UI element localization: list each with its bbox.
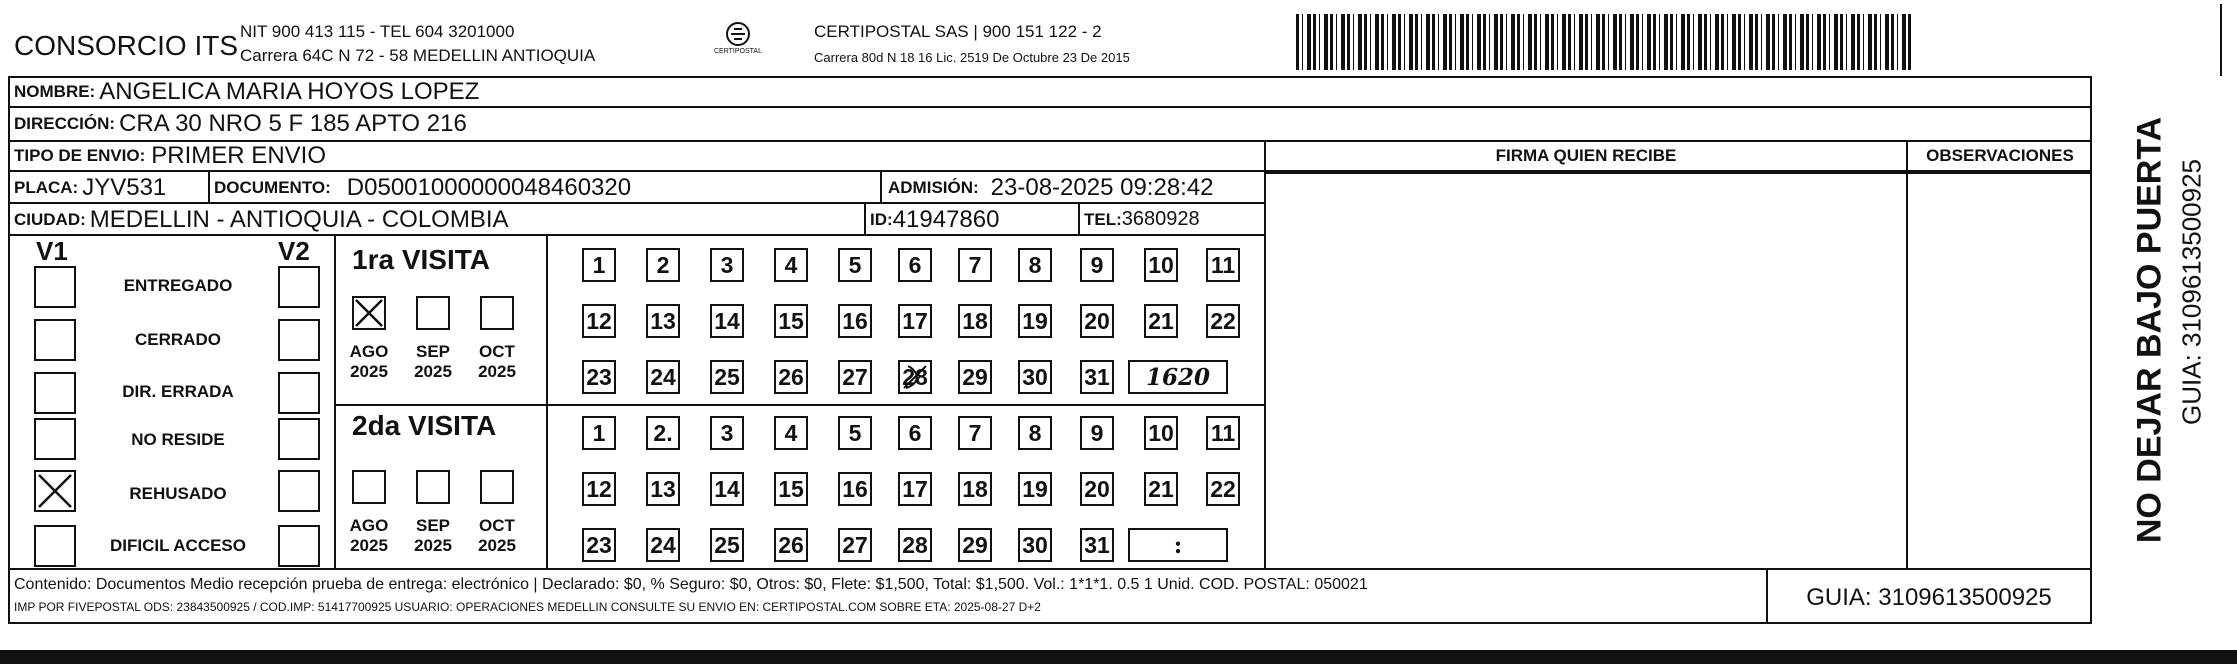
second-visit-day-6[interactable]: 6 — [898, 416, 932, 450]
first-visit-day-29[interactable]: 29 — [958, 360, 992, 394]
v1-checkbox-dificil-acceso[interactable] — [34, 525, 76, 567]
status-rehusado: REHUSADO — [129, 484, 227, 503]
second-visit-day-1[interactable]: 1 — [582, 416, 616, 450]
second-visit-day-15[interactable]: 15 — [774, 472, 808, 506]
second-visit-day-4[interactable]: 4 — [774, 416, 808, 450]
first-visit-day-2[interactable]: 2 — [646, 248, 680, 282]
footer-imp-line: IMP POR FIVEPOSTAL ODS: 23843500925 / COD.IMP: 51417700925 USUARIO: OPERACIONES MEDELLIN CONSULTE SU ENVIO EN: CERTIPOSTAL.COM SOBRE ETA: 2025-08-27 D+2 — [14, 600, 1041, 614]
documento-label: DOCUMENTO: — [214, 178, 331, 197]
first-visit-day-21[interactable]: 21 — [1144, 304, 1178, 338]
bottom-black-bar — [0, 650, 2237, 664]
ciudad-label: CIUDAD: — [14, 210, 86, 229]
first-visit-time-field[interactable]: 1620 — [1128, 360, 1228, 394]
observaciones-label: OBSERVACIONES — [1926, 146, 2074, 165]
signature-area[interactable] — [1266, 174, 1906, 568]
first-visit-day-15[interactable]: 15 — [774, 304, 808, 338]
admision-label: ADMISIÓN: — [888, 178, 979, 197]
second-visit-day-11[interactable]: 11 — [1206, 416, 1240, 450]
second-visit-day-18[interactable]: 18 — [958, 472, 992, 506]
first-visit-day-16[interactable]: 16 — [838, 304, 872, 338]
second-visit-sep-label: SEP 2025 — [414, 516, 452, 555]
second-visit-day-2[interactable]: 2. — [646, 416, 680, 450]
tel-value: 3680928 — [1121, 208, 1200, 230]
v2-checkbox-rehusado[interactable] — [278, 470, 320, 512]
certipostal-logo — [706, 20, 770, 64]
first-visit-day-6[interactable]: 6 — [898, 248, 932, 282]
second-visit-day-14[interactable]: 14 — [710, 472, 744, 506]
carrier-address: Carrera 80d N 18 16 Lic. 2519 De Octubre 23 De 2015 — [814, 50, 1130, 65]
first-visit-month-ago[interactable] — [352, 296, 386, 330]
first-visit-day-30[interactable]: 30 — [1018, 360, 1052, 394]
placa-row — [14, 174, 166, 202]
first-visit-day-22[interactable]: 22 — [1206, 304, 1240, 338]
first-visit-ago-label: AGO 2025 — [349, 342, 389, 381]
first-visit-day-20[interactable]: 20 — [1080, 304, 1114, 338]
second-visit-day-17[interactable]: 17 — [898, 472, 932, 506]
first-visit-day-9[interactable]: 9 — [1080, 248, 1114, 282]
direccion-row — [14, 110, 467, 138]
v2-checkbox-dificil-acceso[interactable] — [278, 525, 320, 567]
first-visit-day-31[interactable]: 31 — [1080, 360, 1114, 394]
admision-value: 23-08-2025 09:28:42 — [990, 174, 1214, 201]
observaciones-area[interactable] — [1908, 174, 2092, 568]
second-visit-day-20[interactable]: 20 — [1080, 472, 1114, 506]
tipo-label: TIPO DE ENVIO: — [14, 146, 146, 165]
status-cerrado: CERRADO — [135, 330, 221, 349]
checked-x-icon — [36, 472, 74, 510]
firma-label: FIRMA QUIEN RECIBE — [1495, 146, 1677, 165]
second-visit-month-ago[interactable] — [352, 470, 386, 504]
admision-row — [888, 174, 1214, 202]
second-visit-day-22[interactable]: 22 — [1206, 472, 1240, 506]
documento-row — [214, 174, 631, 202]
second-visit-time-field[interactable]: : — [1128, 528, 1228, 562]
second-visit-day-24[interactable]: 24 — [646, 528, 680, 562]
first-visit-day-3[interactable]: 3 — [710, 248, 744, 282]
tipo-row — [14, 142, 326, 170]
footer-guia: GUIA: 3109613500925 — [1806, 584, 2052, 611]
status-entregado: ENTREGADO — [123, 276, 233, 295]
footer-content-line: Contenido: Documentos Medio recepción prueba de entrega: electrónico | Declarado: $0, % Seguro: $0, Otros: $0, Flete: $1,500, Total: $1,500. Vol.: 1*1*1. 0.5 1 Unid. COD. POSTAL: 050021 — [14, 576, 1368, 593]
direccion-value: CRA 30 NRO 5 F 185 APTO 216 — [119, 110, 467, 137]
ciudad-row — [14, 206, 509, 234]
second-visit-day-28[interactable]: 28 — [898, 528, 932, 562]
id-label: ID: — [870, 210, 893, 229]
v2-label: V2 — [278, 236, 310, 266]
second-visit-title: 2da VISITA — [352, 410, 497, 441]
status-dificil-acceso: DIFICIL ACCESO — [109, 536, 246, 555]
first-visit-sep-label: SEP 2025 — [414, 342, 452, 381]
tipo-value: PRIMER ENVIO — [151, 142, 326, 169]
day-mark-icon — [900, 362, 930, 392]
barcode — [1296, 14, 1914, 70]
second-visit-day-10[interactable]: 10 — [1144, 416, 1178, 450]
first-visit-day-23[interactable]: 23 — [582, 360, 616, 394]
nombre-row — [14, 78, 479, 106]
first-visit-day-14[interactable]: 14 — [710, 304, 744, 338]
checked-x-icon — [354, 298, 384, 328]
second-visit-day-27[interactable]: 27 — [838, 528, 872, 562]
second-visit-day-8[interactable]: 8 — [1018, 416, 1052, 450]
id-row — [870, 206, 999, 234]
first-visit-day-12[interactable]: 12 — [582, 304, 616, 338]
v1-checkbox-rehusado[interactable] — [34, 470, 76, 512]
company-name: CONSORCIO ITS — [14, 30, 239, 61]
status-no-reside: NO RESIDE — [131, 430, 225, 449]
first-visit-day-24[interactable]: 24 — [646, 360, 680, 394]
v1-checkbox-entregado[interactable] — [34, 266, 76, 308]
status-dir-errada: DIR. ERRADA — [122, 382, 234, 401]
tel-row — [1084, 208, 1200, 231]
v2-checkbox-no-reside[interactable] — [278, 418, 320, 460]
second-visit-day-30[interactable]: 30 — [1018, 528, 1052, 562]
second-visit-day-12[interactable]: 12 — [582, 472, 616, 506]
v1-checkbox-cerrado[interactable] — [34, 319, 76, 361]
nombre-value: ANGELICA MARIA HOYOS LOPEZ — [99, 78, 480, 105]
first-visit-day-11[interactable]: 11 — [1206, 248, 1240, 282]
second-visit-day-3[interactable]: 3 — [710, 416, 744, 450]
second-visit-day-5[interactable]: 5 — [838, 416, 872, 450]
first-visit-title: 1ra VISITA — [352, 244, 490, 275]
ciudad-value: MEDELLIN - ANTIOQUIA - COLOMBIA — [89, 206, 509, 233]
first-visit-month-oct[interactable] — [480, 296, 514, 330]
second-visit-day-26[interactable]: 26 — [774, 528, 808, 562]
placa-value: JYV531 — [82, 174, 167, 201]
side-guia: GUIA: 3109613500925 — [2176, 159, 2207, 425]
first-visit-day-1[interactable]: 1 — [582, 248, 616, 282]
second-visit-month-sep[interactable] — [416, 470, 450, 504]
first-visit-day-10[interactable]: 10 — [1144, 248, 1178, 282]
first-visit-day-4[interactable]: 4 — [774, 248, 808, 282]
company-address: Carrera 64C N 72 - 58 MEDELLIN ANTIOQUIA — [240, 46, 596, 65]
placa-label: PLACA: — [14, 178, 79, 197]
first-visit-day-8[interactable]: 8 — [1018, 248, 1052, 282]
first-visit-day-26[interactable]: 26 — [774, 360, 808, 394]
id-value: 41947860 — [892, 206, 1000, 233]
carrier-line: CERTIPOSTAL SAS | 900 151 122 - 2 — [814, 22, 1102, 41]
first-visit-day-13[interactable]: 13 — [646, 304, 680, 338]
second-visit-day-31[interactable]: 31 — [1080, 528, 1114, 562]
first-visit-day-5[interactable]: 5 — [838, 248, 872, 282]
first-visit-month-sep[interactable] — [416, 296, 450, 330]
second-visit-day-25[interactable]: 25 — [710, 528, 744, 562]
second-visit-day-13[interactable]: 13 — [646, 472, 680, 506]
v1-checkbox-dir-errada[interactable] — [34, 372, 76, 414]
second-visit-day-19[interactable]: 19 — [1018, 472, 1052, 506]
second-visit-day-29[interactable]: 29 — [958, 528, 992, 562]
second-visit-day-23[interactable]: 23 — [582, 528, 616, 562]
second-visit-ago-label: AGO 2025 — [349, 516, 389, 555]
second-visit-day-16[interactable]: 16 — [838, 472, 872, 506]
v2-checkbox-entregado[interactable] — [278, 266, 320, 308]
second-visit-day-9[interactable]: 9 — [1080, 416, 1114, 450]
v2-checkbox-dir-errada[interactable] — [278, 372, 320, 414]
first-visit-day-17[interactable]: 17 — [898, 304, 932, 338]
first-visit-day-28[interactable]: 28 — [898, 360, 932, 394]
logo-text: CERTIPOSTAL — [714, 48, 762, 55]
first-visit-day-7[interactable]: 7 — [958, 248, 992, 282]
side-warning: NO DEJAR BAJO PUERTA — [2130, 116, 2169, 544]
first-visit-day-18[interactable]: 18 — [958, 304, 992, 338]
v1-label: V1 — [36, 236, 68, 266]
v1-checkbox-no-reside[interactable] — [34, 418, 76, 460]
first-visit-day-27[interactable]: 27 — [838, 360, 872, 394]
first-visit-oct-label: OCT 2025 — [478, 342, 516, 381]
direccion-label: DIRECCIÓN: — [14, 114, 116, 133]
tel-label: TEL: — [1084, 209, 1122, 229]
second-visit-oct-label: OCT 2025 — [478, 516, 516, 555]
second-visit-day-7[interactable]: 7 — [958, 416, 992, 450]
nombre-label: NOMBRE: — [14, 82, 96, 101]
first-visit-day-25[interactable]: 25 — [710, 360, 744, 394]
nit-line: NIT 900 413 115 - TEL 604 3201000 — [240, 22, 515, 41]
v2-checkbox-cerrado[interactable] — [278, 319, 320, 361]
second-visit-month-oct[interactable] — [480, 470, 514, 504]
second-visit-day-21[interactable]: 21 — [1144, 472, 1178, 506]
first-visit-day-19[interactable]: 19 — [1018, 304, 1052, 338]
documento-value: D050010000000484603​20 — [346, 174, 632, 201]
